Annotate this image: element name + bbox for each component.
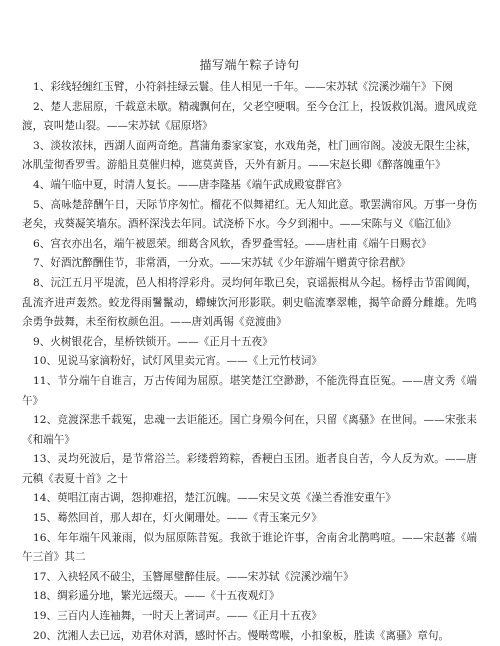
- list-item: 12、竞渡深悲千载冤，忠魂一去讵能还。国亡身殒今何在，只留《离骚》在世间。——宋张耒《和端午》: [22, 414, 477, 446]
- list-item: 6、宫衣亦出名，端午被恩荣。细葛含风软，香罗叠雪轻。——唐杜甫《端午日赐衣》: [33, 237, 432, 250]
- document-page: [22, 58, 477, 646]
- list-item: 16、年年端午风兼雨，似为屈原陈昔冤。我欲于谁论许事，舍南舍北鹊鸣喧。——宋赵蕃《端午三首》其二: [22, 531, 477, 564]
- list-item: 15、蓦然回首，那人却在，灯火阑珊处。——《青玉案元夕》: [33, 512, 322, 525]
- list-item: 5、高咏楚辞酬午日，天际节序匆忙。榴花不似舞裙红。无人知此意。歌罢满帘风。万事一身伤老矣，戎葵凝笑墙东。酒杯深浅去年同。试浇桥下水。今夕到湘中。——宋陈与义《临江仙》: [22, 198, 477, 231]
- list-item: 1、彩线轻缠红玉臂，小符斜挂绿云鬟。佳人相见一千年。——宋苏轼《浣溪沙端午》下阕: [33, 81, 453, 93]
- document-title: 描写端午粽子诗句: [199, 58, 300, 72]
- list-item: 20、沈湘人去已远，劝君休对酒，感时怀古。慢啭莺喉，小扣象板，胜读《离骚》章句。: [33, 629, 450, 642]
- list-item: 19、三百内人连袖舞，一时天上著词声。——《正月十五夜》: [33, 610, 322, 623]
- list-item: 11、节分端午自谁言，万古传闻为屈原。堪笑楚江空渺渺，不能洗得直臣冤。——唐文秀《端午》: [22, 374, 477, 407]
- list-item: 18、绸彩遥分地，繁光远缀天。——《十五夜观灯》: [33, 590, 280, 603]
- list-item: 10、见说马家滴粉好，试灯风里卖元宵。——《上元竹枝词》: [33, 355, 322, 368]
- poem-list: [22, 78, 477, 646]
- list-item: 3、淡妆浓抹，西湖人面两奇绝。菖蒲角黍家家宴，水戏角尧，杜门画帘阁。凌波无限生尘袜，冰肌莹彻香罗雪。游船且莫催归棹，遮莫黄昏，天外有新月。——宋赵长卿《醉落魄重午》: [22, 139, 477, 172]
- list-item: 9、火树银花合，星桥铁锁开。——《正月十五夜》: [33, 335, 273, 348]
- list-item: 13、灵均死波后，是节常浴兰。彩缕碧筠粽，香粳白玉团。逝者良自苦，今人反为欢。——唐元稹《表夏十首》之十: [22, 453, 477, 485]
- list-item: 7、好酒沈醉酬佳节，非常酒，一分欢。——宋苏轼《少年游端午赠黄守徐君猷》: [33, 257, 411, 270]
- list-item: 17、入袂轻风不破尘，玉簪犀璧醉佳辰。——宋苏轼《浣溪沙端午》: [33, 570, 354, 583]
- list-item: 8、沅江五月平堤流，邑人相将浮彩舟。灵均何年歌已矣，哀谣振楫从今起。杨桴击节雷阗阗，乱流齐进声轰然。蛟龙得雨鬐鬣动，螮蝀饮河形影联。刺史临流搴翠帷，揭竿命爵分雌雄。先鸣余勇争鼓舞，未至衔枚颜色沮。——唐刘禹锡《竞渡曲》: [22, 276, 477, 329]
- list-item: 2、楚人悲屈原，千载意未歇。精魂飘何在，父老空哽咽。至今仓江上，投饭救饥渴。遗风成竞渡，哀叫楚山裂。——宋苏轼《屈原塔》: [22, 100, 477, 133]
- list-item: 14、萸唱江南古调，怨抑难招，楚江沉魄。——宋吴文英《澡兰香淮安重午》: [33, 492, 397, 505]
- list-item: 4、端午临中夏，时清人复长。——唐李隆基《端午武成殿宴群官》: [33, 178, 347, 191]
